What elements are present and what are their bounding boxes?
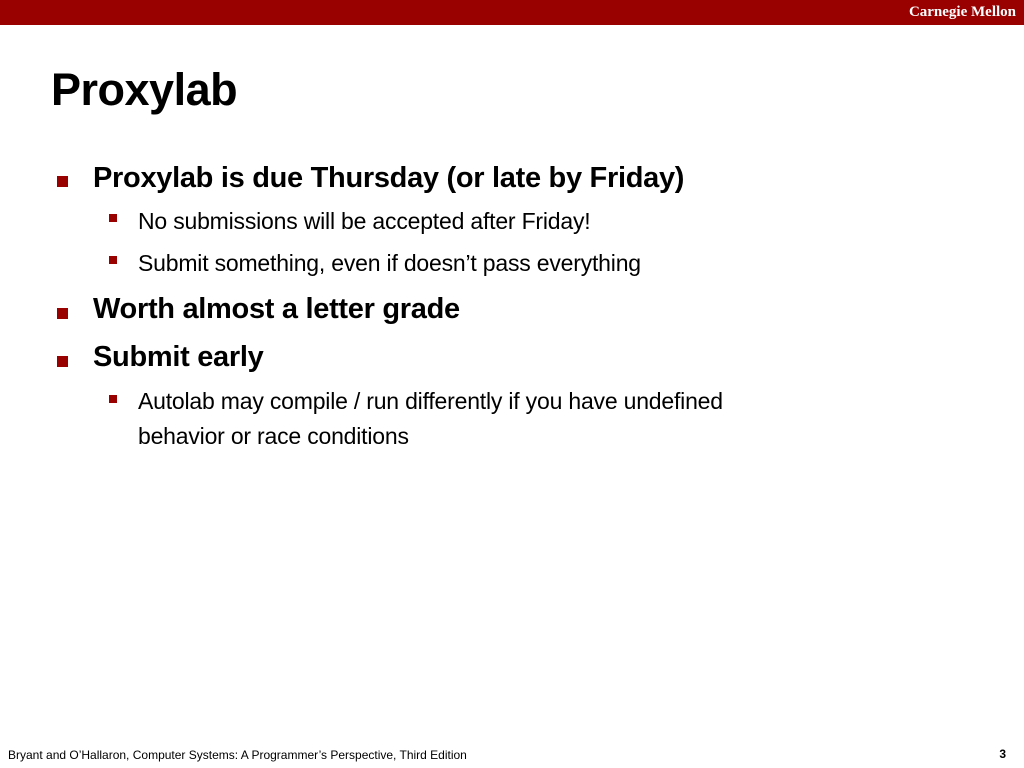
sub-bullet-square-icon (109, 395, 117, 403)
bullet-item: Worth almost a letter grade (93, 293, 460, 325)
sub-bullet-item-continuation: behavior or race conditions (138, 423, 409, 449)
sub-bullet-square-icon (109, 256, 117, 264)
bullet-item: Proxylab is due Thursday (or late by Friday) (93, 162, 685, 194)
bullet-square-icon (57, 356, 68, 367)
bullet-square-icon (57, 176, 68, 187)
bullet-square-icon (57, 308, 68, 319)
page-number: 3 (999, 747, 1006, 761)
bullet-item: Submit early (93, 341, 264, 373)
sub-bullet-item: Autolab may compile / run differently if you have undefined (138, 388, 723, 414)
sub-bullet-square-icon (109, 214, 117, 222)
sub-bullet-item: No submissions will be accepted after Friday! (138, 208, 591, 234)
sub-bullet-item: Submit something, even if doesn’t pass everything (138, 250, 641, 276)
brand-label: Carnegie Mellon (908, 4, 1016, 20)
footer-citation: Bryant and O’Hallaron, Computer Systems: A Programmer’s Perspective, Third Edition (8, 748, 467, 762)
slide-title: Proxylab (51, 64, 238, 115)
